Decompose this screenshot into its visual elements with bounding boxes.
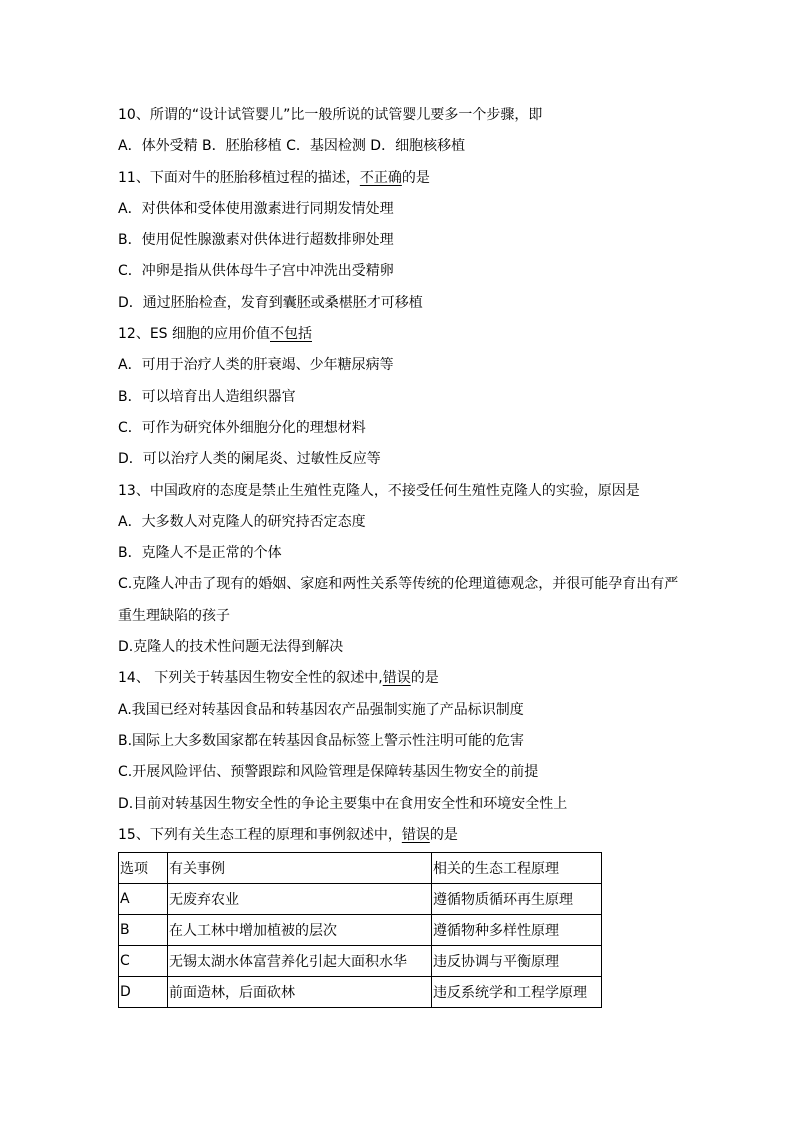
question-12-option-a: A．可用于治疗人类的肝衰竭、少年糖尿病等 [118,357,394,374]
table-cell: A [119,884,168,915]
table-cell: D [119,977,168,1008]
table-header-cell: 有关事例 [168,853,432,884]
question-14-option-d: D.目前对转基因生物安全性的争论主要集中在食用安全性和环境安全性上 [118,795,568,812]
question-11-option-c: C．冲卵是指从供体母牛子宫中冲洗出受精卵 [118,263,394,280]
question-11-option-a: A．对供体和受体使用激素进行同期发情处理 [118,200,394,217]
question-10-options: A．体外受精 B．胚胎移植 C．基因检测 D．细胞核移植 [118,138,466,155]
question-10-stem: 10、所谓的“设计试管婴儿”比一般所说的试管婴儿要多一个步骤，即 [118,107,543,123]
question-12-stem-emphasis: 不包括 [270,326,312,343]
question-14-stem-emphasis: 错误 [382,670,411,687]
question-14-stem-text: 14、 下列关于转基因生物安全性的叙述中, [118,670,383,687]
table-cell: 无废弃农业 [168,884,432,915]
table-header-row [119,853,602,884]
question-15-stem [118,820,688,851]
question-13-option-a: A．大多数人对克隆人的研究持否定态度 [118,513,366,530]
ecology-principles-table [118,852,602,1008]
question-15-stem-end: 的是 [429,826,458,843]
table-cell: 违反系统学和工程学原理 [432,977,602,1008]
question-15-stem-emphasis: 错误 [401,826,430,843]
question-14-option-c: C.开展风险评估、预警跟踪和风险管理是保障转基因生物安全的前提 [118,764,539,781]
table-cell: 无锡太湖水体富营养化引起大面积水华 [168,946,432,977]
question-13-option-b: B．克隆人不是正常的个体 [118,545,282,562]
question-12-stem-text: 12、ES 细胞的应用价值 [118,326,270,343]
question-12-option-d: D．可以治疗人类的阑尾炎、过敏性反应等 [118,451,381,468]
question-14-option-a: A.我国已经对转基因食品和转基因农产品强制实施了产品标识制度 [118,701,524,718]
question-12-stem [118,319,688,350]
question-11-option-d: D．通过胚胎检查，发育到囊胚或桑椹胚才可移植 [118,294,423,311]
question-13-option-c: C.克隆人冲击了现有的婚姻、家庭和两性关系等传统的伦理道德观念，并很可能孕育出有严重生理缺陷的孩子 [118,576,679,624]
question-11-stem-end: 的是 [401,169,430,186]
question-14-stem-end: 的是 [410,670,439,687]
table-cell: C [119,946,168,977]
table-cell: 遵循物种多样性原理 [432,915,602,946]
exam-page [118,100,688,1008]
question-11-option-b: B．使用促性腺激素对供体进行超数排卵处理 [118,232,394,249]
question-11-stem-text: 11、下面对牛的胚胎移植过程的描述， [118,169,360,186]
table-header-cell: 相关的生态工程原理 [432,853,602,884]
question-11-stem-emphasis: 不正确 [359,169,402,186]
question-14-option-b: B.国际上大多数国家都在转基因食品标签上警示性注明可能的危害 [118,732,525,749]
table-row [119,884,602,915]
question-15-stem-text: 15、下列有关生态工程的原理和事例叙述中， [118,826,402,843]
table-cell: 违反协调与平衡原理 [432,946,602,977]
question-12-option-c: C．可作为研究体外细胞分化的理想材料 [118,419,366,436]
table-row [119,915,602,946]
question-14-stem [118,663,688,694]
table-cell: B [119,915,168,946]
table-row [119,946,602,977]
table-cell: 在人工林中增加植被的层次 [168,915,432,946]
table-cell: 遵循物质循环再生原理 [432,884,602,915]
table-row [119,977,602,1008]
question-13-stem: 13、中国政府的态度是禁止生殖性克隆人，不接受任何生殖性克隆人的实验，原因是 [118,482,640,499]
question-12-option-b: B．可以培育出人造组织器官 [118,388,296,405]
question-11-stem [118,163,688,194]
table-header-cell: 选项 [119,853,168,884]
question-13-option-d: D.克隆人的技术性问题无法得到解决 [118,639,344,656]
table-cell: 前面造林，后面砍林 [168,977,432,1008]
